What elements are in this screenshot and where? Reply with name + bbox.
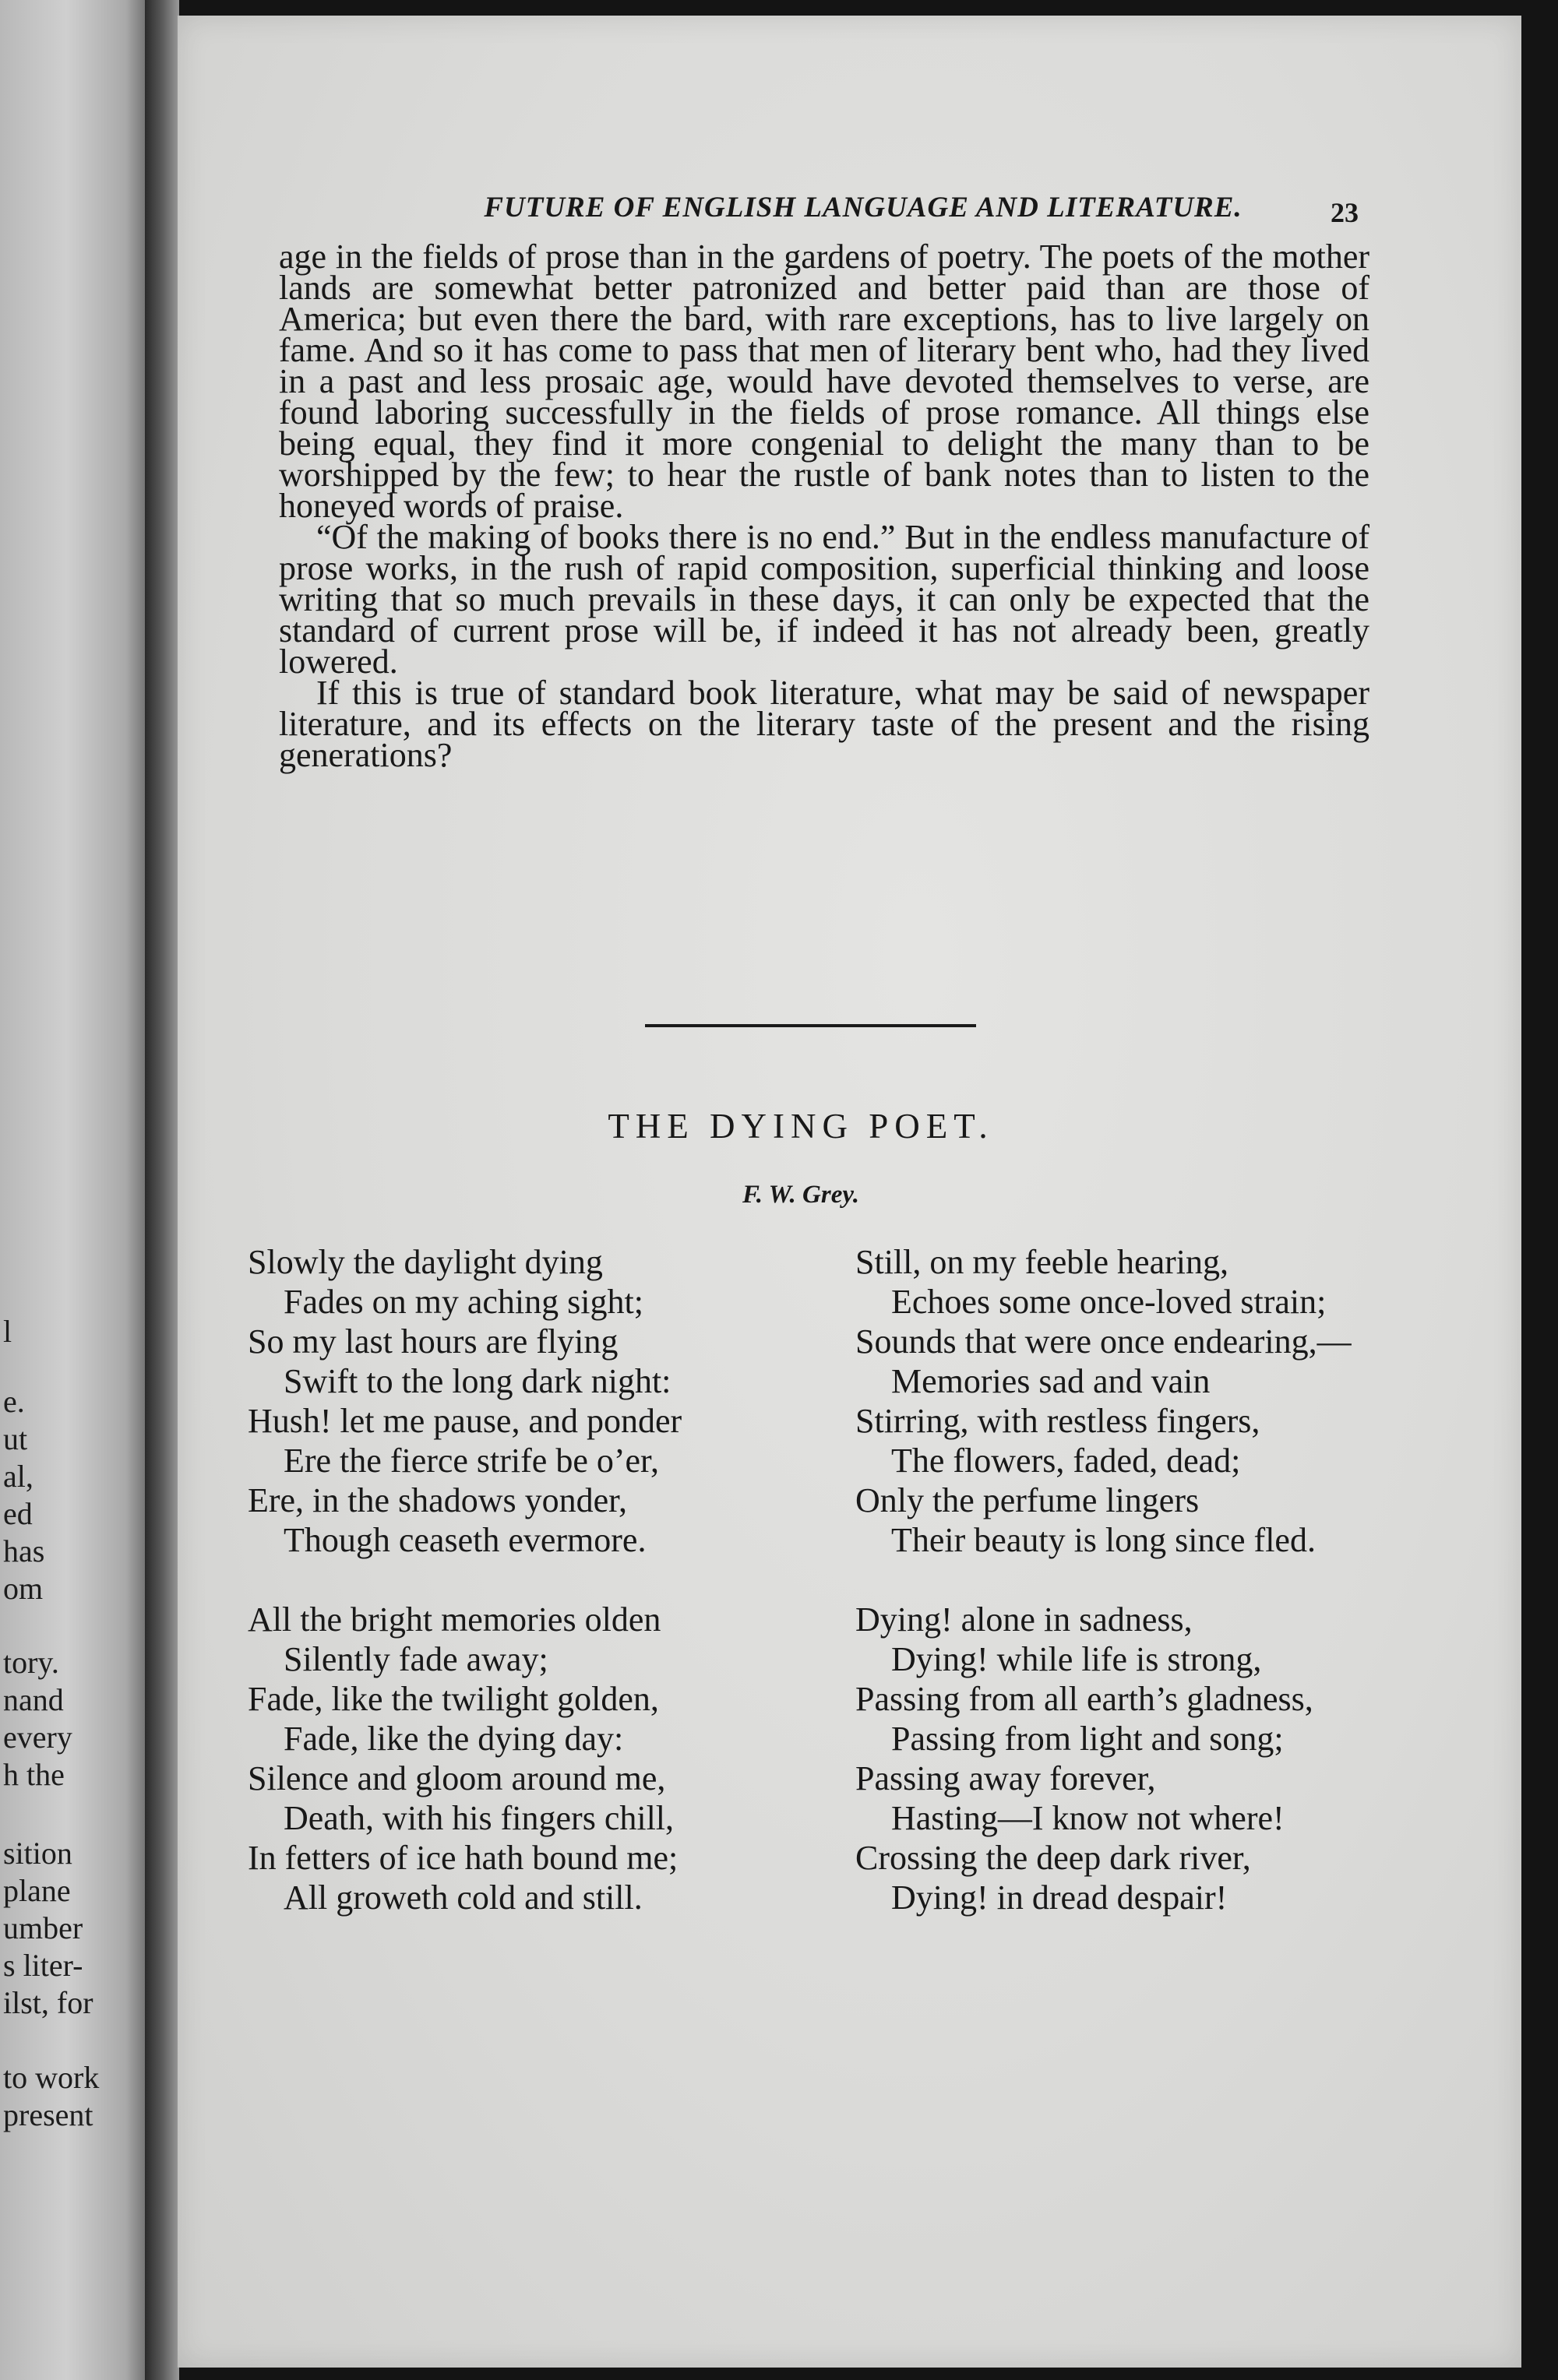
facing-page-fragment: plane (3, 1873, 71, 1908)
poem-line: Dying! while life is strong, (891, 1640, 1262, 1678)
section-divider (645, 1024, 976, 1027)
poem-stanza (248, 1600, 682, 1917)
poem-line: Hasting—I know not where! (891, 1799, 1285, 1837)
facing-page-fragment: sition (3, 1836, 72, 1871)
page-number: 23 (1331, 197, 1359, 228)
poem-line: Death, with his fingers chill, (284, 1799, 675, 1837)
facing-page-fragment: h the (3, 1757, 65, 1792)
poem-line: Ere the fierce strife be o’er, (284, 1442, 659, 1480)
poem-author: F. W. Grey. (742, 1181, 860, 1209)
poem-line: Though ceaseth evermore. (284, 1521, 647, 1559)
poem-column-right (855, 1242, 1352, 1957)
facing-page-fragment: nand (3, 1682, 64, 1717)
facing-page-fragment: tory. (3, 1645, 59, 1680)
poem-line: Hush! let me pause, and ponder (248, 1402, 682, 1440)
poem-line: Passing away forever, (855, 1759, 1156, 1797)
poem-line: Stirring, with restless fingers, (855, 1402, 1260, 1440)
poem-line: In fetters of ice hath bound me; (248, 1839, 679, 1877)
poem-line: Ere, in the shadows yonder, (248, 1481, 628, 1519)
poem-line: Their beauty is long since fled. (891, 1521, 1316, 1559)
poem-line: Fades on my aching sight; (284, 1283, 643, 1321)
poem-line: Dying! alone in sadness, (855, 1600, 1193, 1639)
book-page (178, 16, 1521, 2368)
poem-stanza (855, 1600, 1352, 1917)
facing-page-fragment: ilst, for (3, 1985, 93, 2020)
facing-page-fragment: ed (3, 1496, 33, 1531)
facing-page-fragment: to work (3, 2060, 100, 2095)
book-gutter (145, 0, 179, 2380)
poem-line: The flowers, faded, dead; (891, 1442, 1241, 1480)
prose-body (279, 238, 1369, 774)
facing-page-fragment: s liter- (3, 1948, 83, 1983)
poem-line: Passing from all earth’s gladness, (855, 1680, 1313, 1718)
facing-page-fragment: has (3, 1533, 45, 1568)
facing-page-fragment: present (3, 2097, 93, 2132)
poem-line: Only the perfume lingers (855, 1481, 1200, 1519)
facing-page (0, 0, 148, 2380)
facing-page-fragment: umber (3, 1910, 83, 1945)
prose-paragraph: age in the fields of prose than in the gardens of poetry. The poets of the mother lands are somewhat better patronized and better paid than are those of America; but even there the bard, with rare exceptions, has to live largely on fame. And so it has come to pass that men of literary bent who, had they lived in a past and less prosaic age, would have devoted themselves to verse, are found laboring successfully in the fields of prose romance. All things else being equal, they find it more congenial to delight the many than to be worshipped by the few; to hear the rustle of bank notes than to listen to the honeyed words of praise. (279, 238, 1369, 525)
facing-page-fragment: l (3, 1314, 12, 1349)
running-head: FUTURE OF ENGLISH LANGUAGE AND LITERATURE. (484, 192, 1243, 224)
poem-line: Dying! in dread despair! (891, 1878, 1228, 1917)
prose-paragraph: “Of the making of books there is no end.” But in the endless manufacture of prose works, in the rush of rapid composition, superficial thinking and loose writing that so much prevails in these days, it can only be expected that the standard of current prose will be, if indeed it has not already been, greatly lowered. (279, 518, 1369, 681)
poem-line: Passing from light and song; (891, 1720, 1284, 1758)
poem-line: Sounds that were once endearing,— (855, 1322, 1352, 1361)
facing-page-fragment: om (3, 1571, 44, 1606)
poem-line: So my last hours are flying (248, 1322, 619, 1361)
poem-stanza (855, 1242, 1352, 1560)
facing-page-fragment: e. (3, 1384, 25, 1419)
poem-line: Fade, like the dying day: (284, 1720, 624, 1758)
facing-page-fragment: every (3, 1720, 72, 1755)
facing-page-fragment: ut (3, 1421, 28, 1456)
poem-line: Fade, like the twilight golden, (248, 1680, 659, 1718)
poem-line: Silence and gloom around me, (248, 1759, 666, 1797)
poem-line: Crossing the deep dark river, (855, 1839, 1251, 1877)
poem-line: Silently fade away; (284, 1640, 548, 1678)
poem-column-left (248, 1242, 682, 1957)
poem-line: Echoes some once-loved strain; (891, 1283, 1327, 1321)
poem-line: All the bright memories olden (248, 1600, 661, 1639)
poem-title: THE DYING POET. (608, 1107, 994, 1146)
poem-line: Slowly the daylight dying (248, 1243, 603, 1281)
prose-paragraph: If this is true of standard book literature, what may be said of newspaper literature, and its effects on the literary taste of the present and the rising generations? (279, 674, 1369, 774)
poem-stanza (248, 1242, 682, 1560)
poem-line: Memories sad and vain (891, 1362, 1211, 1400)
poem-line: Swift to the long dark night: (284, 1362, 671, 1400)
poem-line: All groweth cold and still. (284, 1878, 643, 1917)
facing-page-fragment: al, (3, 1459, 33, 1494)
poem-line: Still, on my feeble hearing, (855, 1243, 1228, 1281)
